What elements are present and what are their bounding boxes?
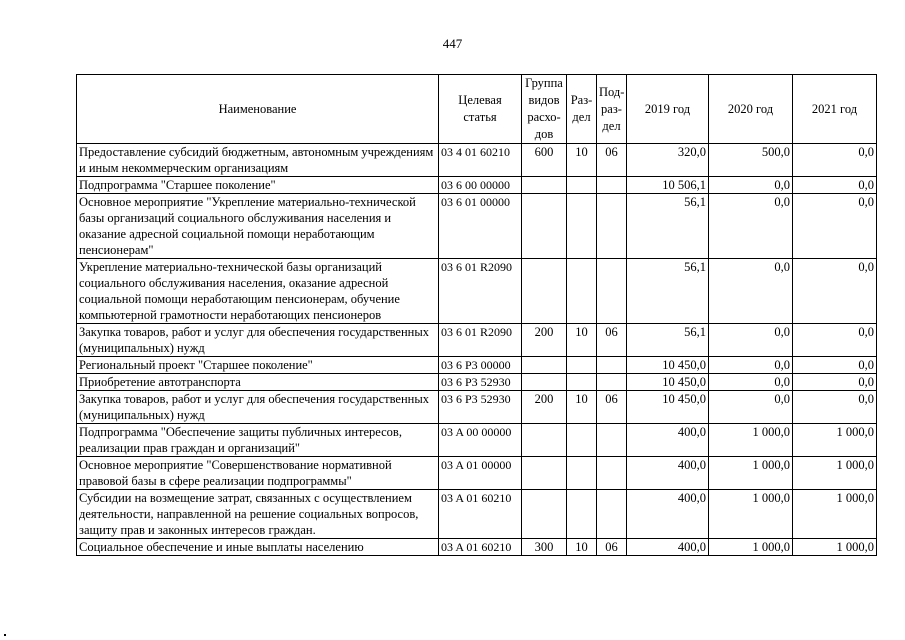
table-row bbox=[77, 424, 877, 457]
header-group: Группа видов расхо-дов bbox=[522, 75, 567, 144]
row-2020: 0,0 bbox=[709, 259, 793, 324]
row-group bbox=[522, 259, 567, 324]
row-2019: 10 506,1 bbox=[627, 177, 709, 194]
table-row bbox=[77, 194, 877, 259]
row-section bbox=[567, 374, 597, 391]
row-section: 10 bbox=[567, 144, 597, 177]
header-subsection: Под-раз-дел bbox=[597, 75, 627, 144]
row-name: Подпрограмма "Обеспечение защиты публичных интересов, реализации прав граждан и организаций" bbox=[77, 424, 439, 457]
row-target: 03 A 01 60210 bbox=[439, 539, 522, 556]
row-section: 10 bbox=[567, 391, 597, 424]
row-section bbox=[567, 194, 597, 259]
row-name: Закупка товаров, работ и услуг для обеспечения государственных (муниципальных) нужд bbox=[77, 324, 439, 357]
table-row bbox=[77, 391, 877, 424]
row-section bbox=[567, 259, 597, 324]
row-group bbox=[522, 357, 567, 374]
row-2020: 1 000,0 bbox=[709, 457, 793, 490]
row-2019: 10 450,0 bbox=[627, 357, 709, 374]
header-row bbox=[77, 75, 877, 144]
row-2019: 400,0 bbox=[627, 457, 709, 490]
row-2021: 1 000,0 bbox=[793, 457, 877, 490]
row-group: 200 bbox=[522, 391, 567, 424]
table-body bbox=[77, 144, 877, 556]
row-name: Социальное обеспечение и иные выплаты населению bbox=[77, 539, 439, 556]
row-2019: 10 450,0 bbox=[627, 374, 709, 391]
row-group bbox=[522, 194, 567, 259]
row-2021: 1 000,0 bbox=[793, 539, 877, 556]
header-target: Целевая статья bbox=[439, 75, 522, 144]
row-2019: 400,0 bbox=[627, 490, 709, 539]
row-target: 03 A 01 00000 bbox=[439, 457, 522, 490]
row-name: Основное мероприятие "Совершенствование нормативной правовой базы в сфере реализации подпрограммы" bbox=[77, 457, 439, 490]
header-name: Наименование bbox=[77, 75, 439, 144]
row-name: Приобретение автотранспорта bbox=[77, 374, 439, 391]
row-name: Укрепление материально-технической базы организаций социального обслуживания населения, оказание адресной социальной помощи неработающим пенсионерам, обучение компьютерной грамотности неработающих пенсионеров bbox=[77, 259, 439, 324]
table-row bbox=[77, 374, 877, 391]
row-subsection bbox=[597, 177, 627, 194]
row-group bbox=[522, 424, 567, 457]
row-2021: 0,0 bbox=[793, 194, 877, 259]
row-section bbox=[567, 490, 597, 539]
table-row bbox=[77, 259, 877, 324]
row-target: 03 6 00 00000 bbox=[439, 177, 522, 194]
row-2021: 0,0 bbox=[793, 374, 877, 391]
table-row bbox=[77, 177, 877, 194]
row-2021: 0,0 bbox=[793, 324, 877, 357]
row-2020: 1 000,0 bbox=[709, 539, 793, 556]
row-2019: 400,0 bbox=[627, 539, 709, 556]
row-subsection: 06 bbox=[597, 391, 627, 424]
row-2019: 10 450,0 bbox=[627, 391, 709, 424]
header-section: Раз-дел bbox=[567, 75, 597, 144]
row-target: 03 A 00 00000 bbox=[439, 424, 522, 457]
header-2021: 2021 год bbox=[793, 75, 877, 144]
row-group: 600 bbox=[522, 144, 567, 177]
row-target: 03 6 01 R2090 bbox=[439, 324, 522, 357]
header-2020: 2020 год bbox=[709, 75, 793, 144]
row-2020: 0,0 bbox=[709, 374, 793, 391]
table-row bbox=[77, 324, 877, 357]
row-section bbox=[567, 424, 597, 457]
row-target: 03 6 P3 00000 bbox=[439, 357, 522, 374]
table-row bbox=[77, 539, 877, 556]
row-2020: 500,0 bbox=[709, 144, 793, 177]
row-2020: 0,0 bbox=[709, 391, 793, 424]
row-name: Закупка товаров, работ и услуг для обеспечения государственных (муниципальных) нужд bbox=[77, 391, 439, 424]
row-2021: 0,0 bbox=[793, 391, 877, 424]
row-2021: 1 000,0 bbox=[793, 424, 877, 457]
row-2021: 0,0 bbox=[793, 144, 877, 177]
table-row bbox=[77, 490, 877, 539]
table-row bbox=[77, 357, 877, 374]
row-group bbox=[522, 457, 567, 490]
row-subsection bbox=[597, 424, 627, 457]
row-2019: 56,1 bbox=[627, 324, 709, 357]
row-2021: 0,0 bbox=[793, 259, 877, 324]
row-section: 10 bbox=[567, 539, 597, 556]
row-target: 03 6 P3 52930 bbox=[439, 391, 522, 424]
row-2019: 320,0 bbox=[627, 144, 709, 177]
row-group bbox=[522, 490, 567, 539]
row-2020: 1 000,0 bbox=[709, 490, 793, 539]
row-name: Предоставление субсидий бюджетным, автономным учреждениям и иным некоммерческим организациям bbox=[77, 144, 439, 177]
row-target: 03 A 01 60210 bbox=[439, 490, 522, 539]
row-name: Основное мероприятие "Укрепление материально-технической базы организаций социального обслуживания населения и оказание адресной социальной помощи неработающим пенсионерам" bbox=[77, 194, 439, 259]
row-target: 03 6 01 00000 bbox=[439, 194, 522, 259]
row-2019: 56,1 bbox=[627, 259, 709, 324]
row-subsection bbox=[597, 374, 627, 391]
table-row bbox=[77, 457, 877, 490]
row-group: 300 bbox=[522, 539, 567, 556]
row-name: Подпрограмма "Старшее поколение" bbox=[77, 177, 439, 194]
row-section bbox=[567, 177, 597, 194]
row-subsection bbox=[597, 357, 627, 374]
row-2020: 0,0 bbox=[709, 357, 793, 374]
row-2020: 0,0 bbox=[709, 324, 793, 357]
row-2019: 400,0 bbox=[627, 424, 709, 457]
row-target: 03 4 01 60210 bbox=[439, 144, 522, 177]
row-2020: 0,0 bbox=[709, 194, 793, 259]
row-subsection: 06 bbox=[597, 324, 627, 357]
header-2019: 2019 год bbox=[627, 75, 709, 144]
row-section bbox=[567, 357, 597, 374]
row-2020: 1 000,0 bbox=[709, 424, 793, 457]
scan-speck bbox=[4, 634, 6, 636]
row-subsection bbox=[597, 194, 627, 259]
row-2020: 0,0 bbox=[709, 177, 793, 194]
row-2019: 56,1 bbox=[627, 194, 709, 259]
row-group: 200 bbox=[522, 324, 567, 357]
row-name: Региональный проект "Старшее поколение" bbox=[77, 357, 439, 374]
row-2021: 1 000,0 bbox=[793, 490, 877, 539]
row-section: 10 bbox=[567, 324, 597, 357]
row-group bbox=[522, 177, 567, 194]
row-target: 03 6 01 R2090 bbox=[439, 259, 522, 324]
row-subsection: 06 bbox=[597, 144, 627, 177]
row-subsection bbox=[597, 490, 627, 539]
row-subsection bbox=[597, 259, 627, 324]
budget-table bbox=[76, 74, 877, 556]
row-target: 03 6 P3 52930 bbox=[439, 374, 522, 391]
page-number: 447 bbox=[442, 36, 463, 51]
table-row bbox=[77, 144, 877, 177]
row-subsection bbox=[597, 457, 627, 490]
row-group bbox=[522, 374, 567, 391]
row-subsection: 06 bbox=[597, 539, 627, 556]
row-name: Субсидии на возмещение затрат, связанных с осуществлением деятельности, направленной на решение социальных вопросов, защиту прав и законных интересов граждан. bbox=[77, 490, 439, 539]
row-section bbox=[567, 457, 597, 490]
row-2021: 0,0 bbox=[793, 177, 877, 194]
row-2021: 0,0 bbox=[793, 357, 877, 374]
